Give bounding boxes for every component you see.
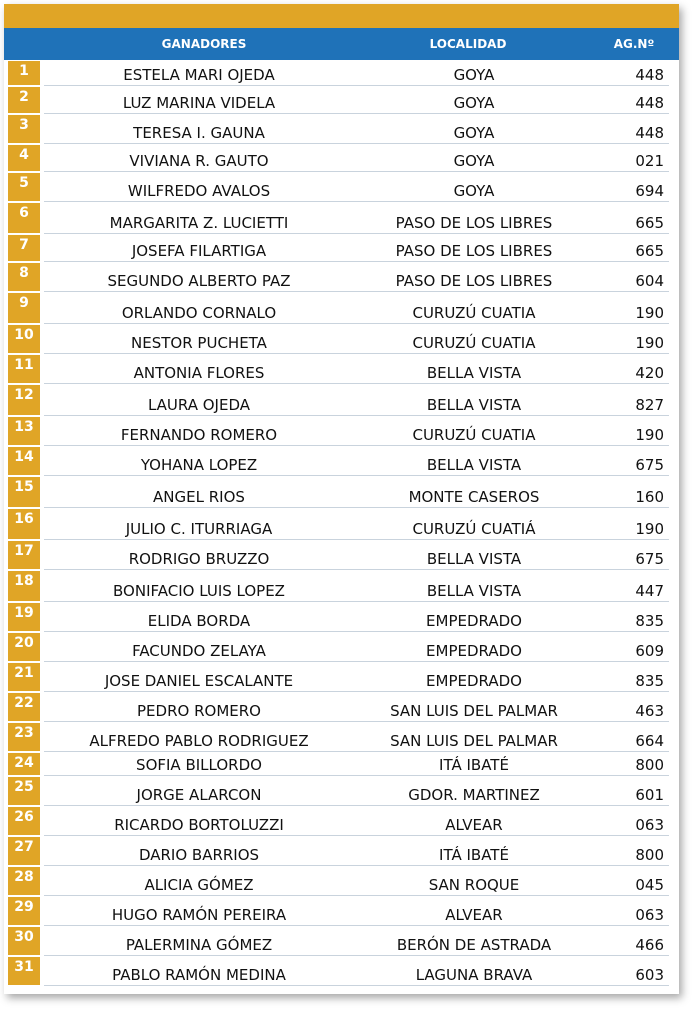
table-row xyxy=(4,262,679,292)
row-number: 28 xyxy=(8,867,40,895)
row-number: 9 xyxy=(8,293,40,323)
winner-name: ANTONIA FLORES xyxy=(133,364,265,382)
winners-table-card xyxy=(4,4,679,994)
winner-name: VIVIANA R. GAUTO xyxy=(129,152,269,170)
winner-name: SOFIA BILLORDO xyxy=(136,756,262,774)
locality: CURUZÚ CUATIA xyxy=(412,304,536,322)
table-row xyxy=(4,866,679,896)
winner-name: PABLO RAMÓN MEDINA xyxy=(112,966,286,984)
header-locality: LOCALIDAD xyxy=(429,37,507,51)
winner-name: ALICIA GÓMEZ xyxy=(144,876,254,894)
agency-number: 190 xyxy=(635,426,664,444)
row-number: 17 xyxy=(8,541,40,569)
agency-number: 160 xyxy=(635,488,664,506)
table-row xyxy=(4,292,679,324)
row-number: 13 xyxy=(8,417,40,445)
row-number: 20 xyxy=(8,633,40,661)
locality: ITÁ IBATÉ xyxy=(439,846,509,864)
locality: MONTE CASEROS xyxy=(408,488,540,506)
table-row xyxy=(4,692,679,722)
locality: GOYA xyxy=(453,152,495,170)
row-number: 31 xyxy=(8,957,40,985)
winner-name: ALFREDO PABLO RODRIGUEZ xyxy=(89,732,309,750)
winner-name: RODRIGO BRUZZO xyxy=(128,550,270,568)
row-number: 11 xyxy=(8,355,40,383)
row-number: 7 xyxy=(8,235,40,261)
locality: PASO DE LOS LIBRES xyxy=(395,242,553,260)
table-row xyxy=(4,234,679,262)
locality: BELLA VISTA xyxy=(426,550,522,568)
row-number: 23 xyxy=(8,723,40,751)
locality: SAN LUIS DEL PALMAR xyxy=(390,732,558,750)
agency-number: 190 xyxy=(635,334,664,352)
table-row xyxy=(4,144,679,172)
locality: ALVEAR xyxy=(445,816,503,834)
agency-number: 447 xyxy=(635,582,664,600)
row-number: 22 xyxy=(8,693,40,721)
table-row xyxy=(4,86,679,114)
agency-number: 466 xyxy=(635,936,664,954)
winner-name: JOSE DANIEL ESCALANTE xyxy=(104,672,294,690)
agency-number: 448 xyxy=(635,124,664,142)
agency-number: 835 xyxy=(635,612,664,630)
row-number: 26 xyxy=(8,807,40,835)
winner-name: SEGUNDO ALBERTO PAZ xyxy=(107,272,291,290)
table-row xyxy=(4,354,679,384)
row-number: 1 xyxy=(8,61,40,85)
table-row xyxy=(4,836,679,866)
locality: GOYA xyxy=(453,94,495,112)
winner-name: JULIO C. ITURRIAGA xyxy=(125,520,273,538)
agency-number: 800 xyxy=(635,756,664,774)
table-row xyxy=(4,776,679,806)
agency-number: 063 xyxy=(635,906,664,924)
winner-name: ANGEL RIOS xyxy=(153,488,245,506)
table-row xyxy=(4,416,679,446)
agency-number: 601 xyxy=(635,786,664,804)
table-row xyxy=(4,956,679,986)
agency-number: 675 xyxy=(635,550,664,568)
table-row xyxy=(4,540,679,570)
row-number: 12 xyxy=(8,385,40,415)
agency-number: 063 xyxy=(635,816,664,834)
row-number: 25 xyxy=(8,777,40,805)
agency-number: 190 xyxy=(635,520,664,538)
table-row xyxy=(4,896,679,926)
agency-number: 609 xyxy=(635,642,664,660)
winner-name: TERESA I. GAUNA xyxy=(133,124,265,142)
table-row xyxy=(4,570,679,602)
locality: CURUZÚ CUATIA xyxy=(412,334,536,352)
locality: PASO DE LOS LIBRES xyxy=(395,214,553,232)
row-number: 10 xyxy=(8,325,40,353)
table-row xyxy=(4,446,679,476)
agency-number: 665 xyxy=(635,214,664,232)
table-row xyxy=(4,806,679,836)
top-accent-bar xyxy=(4,4,679,28)
locality: GOYA xyxy=(453,124,495,142)
row-number: 4 xyxy=(8,145,40,171)
locality: CURUZÚ CUATIÁ xyxy=(412,520,536,538)
winner-name: RICARDO BORTOLUZZI xyxy=(114,816,284,834)
locality: EMPEDRADO xyxy=(426,672,522,690)
table-row xyxy=(4,508,679,540)
table-row xyxy=(4,476,679,508)
agency-number: 463 xyxy=(635,702,664,720)
row-number: 18 xyxy=(8,571,40,601)
winner-name: PALERMINA GÓMEZ xyxy=(125,936,273,954)
header-winners: GANADORES xyxy=(161,37,247,51)
agency-number: 603 xyxy=(635,966,664,984)
row-number: 14 xyxy=(8,447,40,475)
row-number: 29 xyxy=(8,897,40,925)
locality: BELLA VISTA xyxy=(426,364,522,382)
agency-number: 420 xyxy=(635,364,664,382)
locality: GDOR. MARTINEZ xyxy=(408,786,540,804)
table-header xyxy=(4,28,679,60)
winner-name: BONIFACIO LUIS LOPEZ xyxy=(113,582,285,600)
table-row xyxy=(4,324,679,354)
header-agency-number: AG.Nº xyxy=(613,37,655,51)
winner-name: YOHANA LOPEZ xyxy=(140,456,258,474)
winner-name: LUZ MARINA VIDELA xyxy=(122,94,276,112)
table-row xyxy=(4,202,679,234)
locality: CURUZÚ CUATIA xyxy=(412,426,536,444)
agency-number: 448 xyxy=(635,94,664,112)
locality: SAN ROQUE xyxy=(428,876,520,894)
locality: BELLA VISTA xyxy=(426,396,522,414)
locality: GOYA xyxy=(453,66,495,84)
table-row xyxy=(4,384,679,416)
locality: ITÁ IBATÉ xyxy=(439,756,509,774)
row-number: 16 xyxy=(8,509,40,539)
agency-number: 604 xyxy=(635,272,664,290)
table-row xyxy=(4,172,679,202)
winner-name: WILFREDO AVALOS xyxy=(127,182,271,200)
winner-name: ELIDA BORDA xyxy=(147,612,251,630)
locality: BELLA VISTA xyxy=(426,456,522,474)
table-row xyxy=(4,662,679,692)
winner-name: ORLANDO CORNALO xyxy=(121,304,277,322)
winner-name: HUGO RAMÓN PEREIRA xyxy=(111,906,287,924)
agency-number: 675 xyxy=(635,456,664,474)
agency-number: 827 xyxy=(635,396,664,414)
winner-name: PEDRO ROMERO xyxy=(137,702,261,720)
agency-number: 190 xyxy=(635,304,664,322)
winner-name: FERNANDO ROMERO xyxy=(120,426,278,444)
winner-name: DARIO BARRIOS xyxy=(138,846,260,864)
locality: EMPEDRADO xyxy=(426,612,522,630)
agency-number: 021 xyxy=(635,152,664,170)
table-row xyxy=(4,632,679,662)
agency-number: 448 xyxy=(635,66,664,84)
row-number: 30 xyxy=(8,927,40,955)
row-number: 8 xyxy=(8,263,40,291)
locality: BERÓN DE ASTRADA xyxy=(396,936,552,954)
winner-name: FACUNDO ZELAYA xyxy=(132,642,266,660)
winner-name: ESTELA MARI OJEDA xyxy=(123,66,275,84)
row-number: 2 xyxy=(8,87,40,113)
table-row xyxy=(4,602,679,632)
table-row xyxy=(4,926,679,956)
winner-name: JORGE ALARCON xyxy=(136,786,262,804)
agency-number: 665 xyxy=(635,242,664,260)
row-number: 6 xyxy=(8,203,40,233)
locality: BELLA VISTA xyxy=(426,582,522,600)
table-row xyxy=(4,114,679,144)
table-row xyxy=(4,722,679,752)
agency-number: 800 xyxy=(635,846,664,864)
locality: GOYA xyxy=(453,182,495,200)
agency-number: 045 xyxy=(635,876,664,894)
agency-number: 835 xyxy=(635,672,664,690)
row-number: 19 xyxy=(8,603,40,631)
locality: LAGUNA BRAVA xyxy=(415,966,533,984)
row-number: 5 xyxy=(8,173,40,201)
agency-number: 664 xyxy=(635,732,664,750)
locality: EMPEDRADO xyxy=(426,642,522,660)
row-number: 15 xyxy=(8,477,40,507)
locality: ALVEAR xyxy=(445,906,503,924)
agency-number: 694 xyxy=(635,182,664,200)
winner-name: NESTOR PUCHETA xyxy=(131,334,267,352)
locality: PASO DE LOS LIBRES xyxy=(395,272,553,290)
row-number: 24 xyxy=(8,753,40,775)
row-number: 27 xyxy=(8,837,40,865)
locality: SAN LUIS DEL PALMAR xyxy=(390,702,558,720)
row-number: 21 xyxy=(8,663,40,691)
winner-name: MARGARITA Z. LUCIETTI xyxy=(109,214,289,232)
row-divider xyxy=(44,985,669,986)
winner-name: JOSEFA FILARTIGA xyxy=(131,242,267,260)
table-row xyxy=(4,60,679,86)
table-row xyxy=(4,752,679,776)
row-number: 3 xyxy=(8,115,40,143)
winner-name: LAURA OJEDA xyxy=(147,396,251,414)
